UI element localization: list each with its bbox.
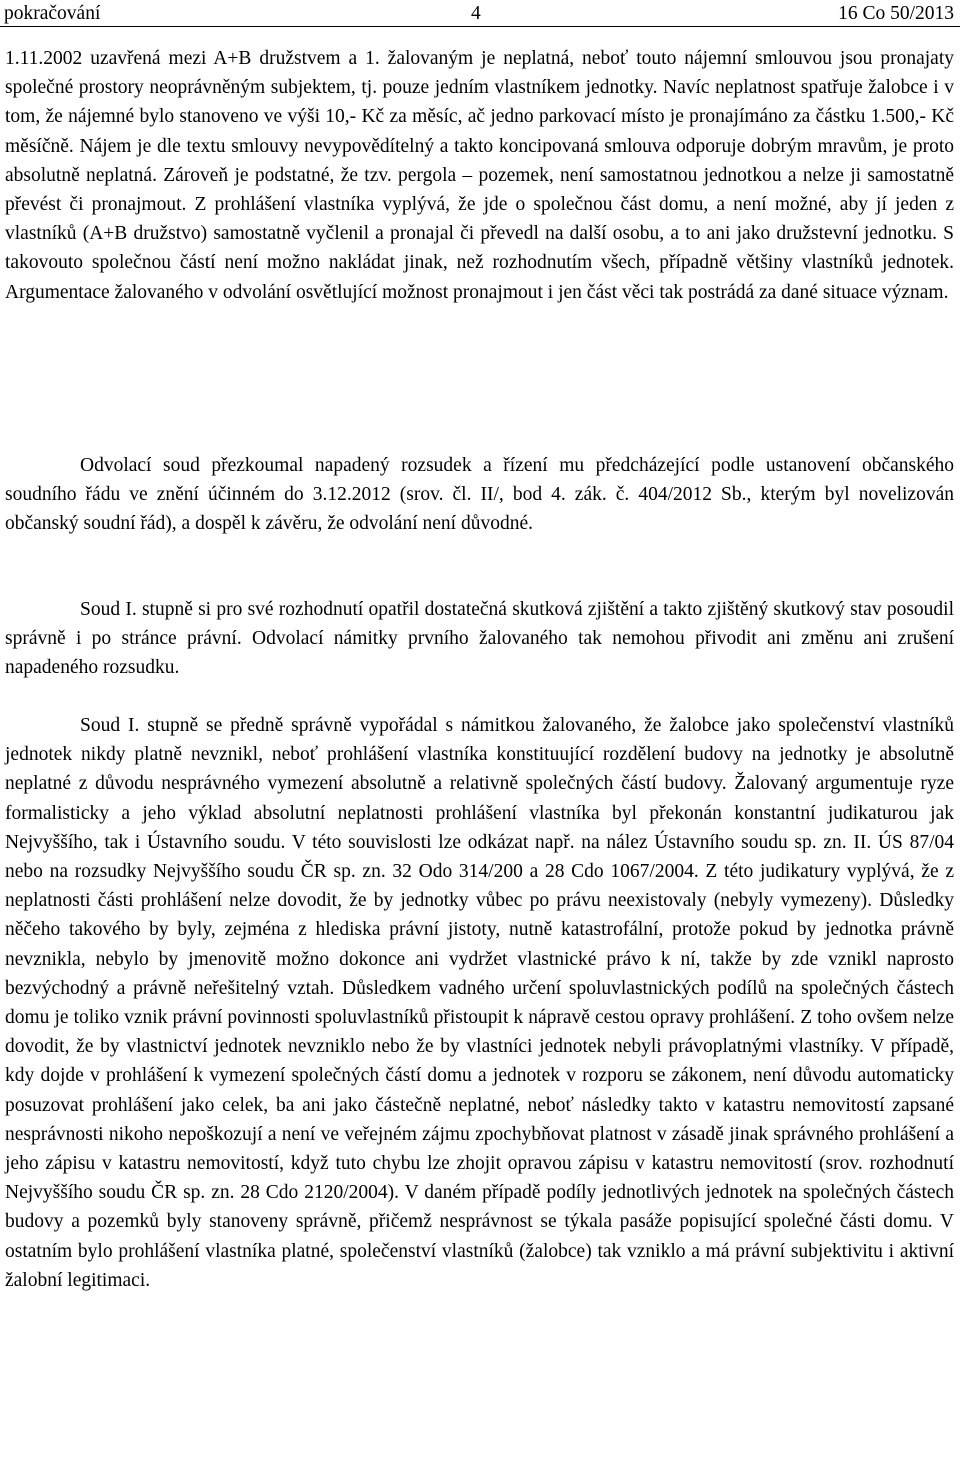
paragraph-1 — [5, 44, 954, 307]
paragraph-4 — [5, 711, 954, 1295]
header-case-number: 16 Co 50/2013 — [838, 3, 954, 24]
page-header — [0, 2, 960, 26]
paragraph-3 — [5, 595, 954, 683]
header-page-number: 4 — [471, 3, 481, 24]
paragraph-2 — [5, 451, 954, 539]
paragraph-2-text: Odvolací soud přezkoumal napadený rozsudek a řízení mu předcházející podle ustanovení občanského soudního řádu ve znění účinném do 3.12.2012 (srov. čl. II/, bod 4. zák. č. 404/2012 Sb., kterým byl novelizován občanský soudní řád), a dospěl k závěru, že odvolání není důvodné. — [5, 455, 954, 535]
paragraph-3-text: Soud I. stupně si pro své rozhodnutí opatřil dostatečná skutková zjištění a takto zjištěný skutkový stav posoudil správně i po stránce právní. Odvolací námitky prvního žalovaného tak nemohou přivodit ani změnu ani zrušení napadeného rozsudku. — [5, 599, 954, 679]
paragraph-4-text: Soud I. stupně se předně správně vypořádal s námitkou žalovaného, že žalobce jako společenství vlastníků jednotek nikdy platně nevznikl, neboť prohlášení vlastníka konstituující rozdělení budovy na jednotky je absolutně neplatné z důvodu nesprávného vymezení absolutně a relativně společných částí budovy. Žalovaný argumentuje ryze formalisticky a jeho výklad absolutní neplatnosti prohlášení vlastníka byl překonán konstantní judikaturou jak Nejvyššího, tak i Ústavního soudu. V této souvislosti lze odkázat např. na nález Ústavního soudu sp. zn. II. ÚS 87/04 nebo na rozsudky Nejvyššího soudu ČR sp. zn. 32 Odo 314/200 a 28 Cdo 1067/2004. Z této judikatury vyplývá, že z neplatnosti části prohlášení nelze dovodit, že by jednotky vůbec po právu neexistovaly (nebyly vymezeny). Důsledky něčeho takového by byly, zejména z hlediska právní jistoty, nutně katastrofální, protože pokud by jednotka právně nevznikla, nebylo by jmenovitě možno dokonce ani vydržet vlastnické právo k ní, takže by zde vznikl naprosto bezvýchodný a právně neřešitelný vztah. Důsledkem vadného určení spoluvlastnických podílů na společných částech domu je toliko vznik právní povinnosti spoluvlastníků přistoupit k nápravě cestou opravy prohlášení. Z toho ovšem nelze dovodit, že by vlastnictví jednotek nevzniklo nebo že by vlastníci jednotek nebyli právoplatnými vlastníky. V případě, kdy dojde v prohlášení k vymezení společných částí domu a jednotek v rozporu se zákonem, není důvodu automaticky posuzovat prohlášení jako celek, ba ani jako částečně neplatné, neboť následky takto v katastru nemovitostí zapsané nesprávnosti nikoho nepoškozují a není ve veřejném zájmu zpochybňovat platnost v zásadě jinak správného prohlášení a jeho zápisu v katastru nemovitostí, když tuto chybu lze zhojit opravou zápisu v katastru nemovitostí (srov. rozhodnutí Nejvyššího soudu ČR sp. zn. 28 Cdo 2120/2004). V daném případě podíly jednotlivých jednotek na společných částech budovy a pozemků byly stanoveny správně, přičemž nesprávnost se týkala pasáže popisující společné části domu. V ostatním bylo prohlášení vlastníka platné, společenství vlastníků (žalobce) tak vzniklo a má právní subjektivitu i aktivní žalobní legitimaci. — [5, 715, 954, 1291]
paragraph-1-text: 1.11.2002 uzavřená mezi A+B družstvem a 1. žalovaným je neplatná, neboť touto nájemní smlouvou jsou pronajaty společné prostory neoprávněným subjektem, tj. pouze jedním vlastníkem jednotky. Navíc neplatnost spatřuje žalobce i v tom, že nájemné bylo stanoveno ve výši 10,- Kč za měsíc, ač jedno parkovací místo je pronajímáno za částku 1.500,- Kč měsíčně. Nájem je dle textu smlouvy nevypovědítelný a takto koncipovaná smlouva odporuje dobrým mravům, je proto absolutně neplatná. Zároveň je podstatné, že tzv. pergola – pozemek, není samostatnou jednotkou a nelze ji samostatně převést či pronajmout. Z prohlášení vlastníka vyplývá, že jde o společnou část domu, a není možné, aby jí jeden z vlastníků (A+B družstvo) samostatně vyčlenil a pronajal či převedl na další osobu, a to ani jako družstevní jednotku. S takovouto společnou částí není možno nakládat jinak, než rozhodnutím všech, případně většiny vlastníků jednotek. Argumentace žalovaného v odvolání osvětlující možnost pronajmout i jen část věci tak postrádá za dané situace význam. — [5, 48, 954, 303]
header-continuation-label: pokračování — [4, 3, 101, 24]
header-rule — [0, 26, 960, 27]
